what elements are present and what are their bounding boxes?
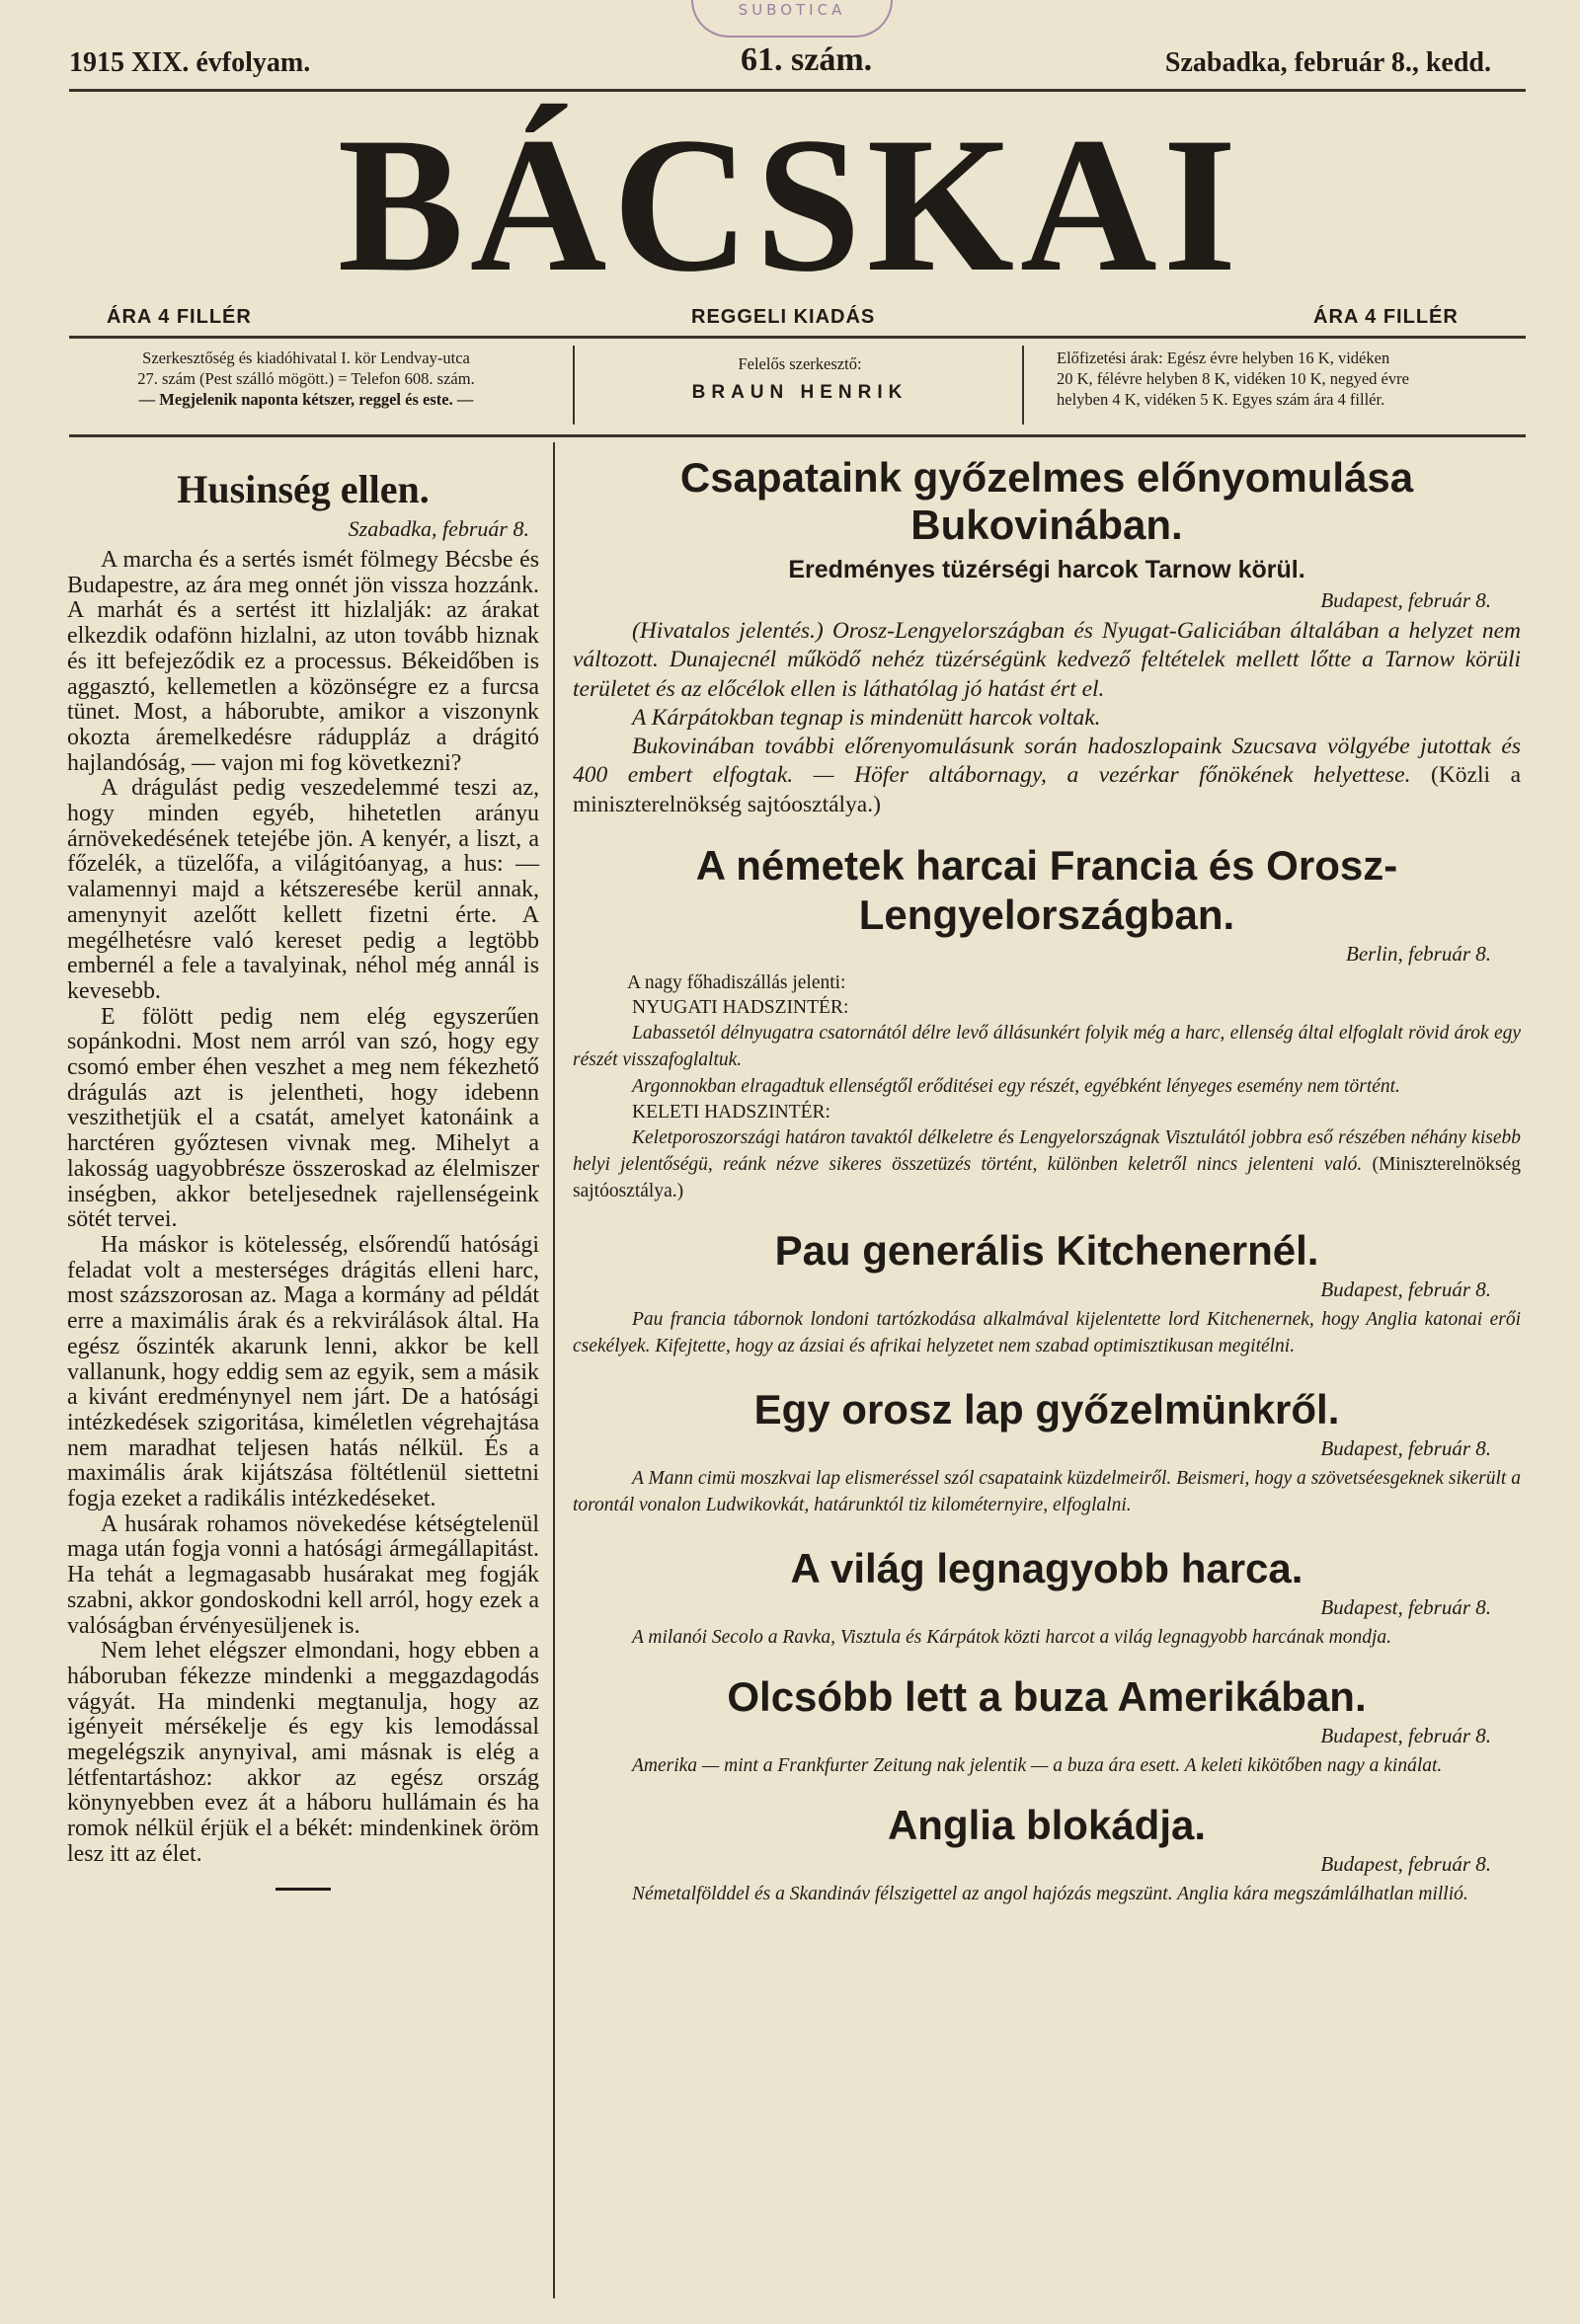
article-paragraph: A milanói Secolo a Ravka, Visztula és Kárpátok közti harcot a világ legnagyobb harcának mondja. <box>632 1627 1392 1649</box>
left-column <box>67 454 539 1891</box>
article-title: A világ legnagyobb harca. <box>790 1545 1304 1592</box>
article-dateline: Budapest, február 8. <box>1320 1852 1491 1877</box>
article-blockade <box>573 1801 1521 1907</box>
editor-info <box>592 348 1007 426</box>
newspaper-title: BÁCSKAI <box>337 99 1243 311</box>
article-paragraph: (Hivatalos jelentés.) Orosz-Lengyelországban és Nyugat-Galiciában általában a helyzet nem változott. Dunajecnél működő nehéz tüzérségünk kedvező feltételek mellett lőtte a Tarnow körüli területet és az előcélok ellen is láthatólag jó hatást ért el. <box>573 618 1521 702</box>
article-credit: (Miniszterelnökség sajtóosztálya.) <box>573 1154 1522 1202</box>
article-dateline: Budapest, február 8. <box>1320 1436 1491 1461</box>
issue-number: 61. szám. <box>741 41 873 78</box>
article-paragraph: A marcha és a sertés ismét fölmegy Bécsbe és Budapestre, az ára meg onnét jön vissza hozzánk. A marhát és a sertést itt hizlalják: az árakat elkezdik odafönn hizlalni, az uton tovább hiznak és itt befejeződik ez a processus. Békeidőben is aggasztó, kellemetlen a közönségre ez a furcsa tünet. Most, a háborubte, amikor a viszonynk okozta áremelkedésre ráduppláz a drágitó hajlandóság, — vajon mi fog következni? <box>67 547 539 776</box>
column-divider <box>553 442 555 2298</box>
right-column <box>573 454 1521 1907</box>
top-info-line <box>69 41 1511 87</box>
article-paragraph: A Mann cimü moszkvai lap elismeréssel szól csapataink küzdelmeiről. Beismeri, hogy a szövetséesgeknek sikerült a torontál vonalon Ludwikovkát, határunktól tiz kilométernyire, elfoglalni. <box>573 1468 1521 1516</box>
article-wheat-america <box>573 1672 1521 1779</box>
year-volume: 1915 XIX. évfolyam. <box>69 47 311 78</box>
article-bukovina <box>573 454 1521 819</box>
article-title-line2: Lengyelországban. <box>858 891 1235 939</box>
article-paragraph <box>573 733 1521 819</box>
office-line: 27. szám (Pest szálló mögött.) = Telefon 608. szám. <box>137 369 475 388</box>
front-label: NYUGATI HADSZINTÉR: <box>632 997 849 1019</box>
header-rule <box>69 336 1526 339</box>
article-dateline: Berlin, február 8. <box>1346 942 1491 967</box>
article-paragraph: Argonnokban elragadtuk ellenségtől erőditései egy részét, egyébként lényeges esemény nem történt. <box>632 1076 1400 1098</box>
price-right: ÁRA 4 FILLÉR <box>1313 306 1459 328</box>
article-paragraph: A husárak rohamos növekedése kétségtelenül maga után fogja vonni a hatósági ármegállapitást. Ha tehát a legmagasabb husárakat meg fogják szabni, akkor gondoskodni kell arról, hogy ezek a valóságban érvényesüljenek is. <box>67 1511 539 1639</box>
info-divider <box>573 346 575 425</box>
top-rule <box>69 89 1526 92</box>
article-biggest-battle <box>573 1544 1521 1651</box>
article-paragraph: Ha máskor is kötelesség, elsőrendű hatósági feladat volt a mesterséges drágitás elleni harc, most százszorosan az. Maga a kormány ad példát erre a maximális árak és a rekvirálások által. Ha egész őszinték akarunk lenni, akkor be kell vallanunk, hogy eddig sem az egyik, sem a másik a kivánt eredménynyel nem járt. De a hatósági intézkedések szigoritása, kiméletlen végrehajtása nem maradhat teljesen hatás nélkül. És a maximális árak kijátszása föltétlenül siettetni fogja ezeket a radikális intézkedéseket. <box>67 1231 539 1512</box>
article-title: Egy orosz lap győzelmünkről. <box>753 1386 1340 1433</box>
office-line: Szerkesztőség és kiadóhivatal I. kör Lendvay-utca <box>142 349 470 367</box>
article-german-fronts <box>573 841 1521 1204</box>
article-paragraph: A drágulást pedig veszedelemmé teszi az, hogy minden egyéb, hihetetlen arányu árnövekedésének tetejébe jön. A kenyér, a liszt, a főzelék, a tüzelőfa, a világitóanyag, a hus: — valamennyi majd a kétszeresébe kerül annak, amenynyit azelőtt kellett fizetni érte. A megélhetésre való kereset pedig a legtöbb embernél a fele a tavalyinak, néhol még annál is kevesebb. <box>67 775 539 1004</box>
article-dateline: Budapest, február 8. <box>1320 1595 1491 1620</box>
paragraph-text: Bukovinában további előrenyomulásunk során hadoszlopaink Szucsava völgyébe jutottak és 400 embert elfogtak. — Höfer altábornagy, a vezérkar főnökének helyettese. <box>573 734 1521 789</box>
office-info <box>69 348 543 426</box>
article-title: Pau generális Kitchenernél. <box>774 1227 1319 1275</box>
article-title: Anglia blokádja. <box>887 1802 1207 1849</box>
info-divider-2 <box>1022 346 1024 425</box>
left-article-title: Husinség ellen. <box>177 467 430 511</box>
article-paragraph <box>573 1124 1521 1204</box>
article-dateline: Budapest, február 8. <box>1320 1278 1491 1302</box>
article-intro: A nagy főhadiszállás jelenti: <box>627 972 846 994</box>
article-dateline: Budapest, február 8. <box>1320 588 1491 612</box>
article-title: Csapataink győzelmes előnyomulása <box>679 454 1414 501</box>
article-paragraph: A Kárpátokban tegnap is mindenütt harcok voltak. <box>632 704 1101 731</box>
article-credit: (Közli a miniszterelnökség sajtóosztálya.) <box>573 762 1521 817</box>
article-title: A németek harcai Francia és Orosz- <box>695 842 1398 890</box>
article-title: Olcsóbb lett a buza Amerikában. <box>727 1673 1367 1721</box>
office-line: — Megjelenik naponta kétszer, reggel és este. — <box>138 390 474 409</box>
article-dateline: Budapest, február 8. <box>1320 1724 1491 1748</box>
article-paragraph: Amerika — mint a Frankfurter Zeitung nak jelentik — a buza ára esett. A keleti kikötőben nagy a kinálat. <box>632 1755 1443 1777</box>
paragraph-text: Keletporoszországi határon tavaktól délkeletre és Lengyelországnak Visztulától jobbra eső részében néhány kisebb helyi jelentőségü, reánk nézve sikeres összetüzés történt, különben keletről nincs jelenteni való. <box>573 1127 1521 1176</box>
article-pau <box>573 1226 1521 1359</box>
edition-label: REGGELI KIADÁS <box>691 306 876 328</box>
info-rule <box>69 434 1526 437</box>
article-title-line2: Bukovinában. <box>910 502 1183 548</box>
front-label: KELETI HADSZINTÉR: <box>632 1102 830 1123</box>
article-paragraph: Pau francia tábornok londoni tartózkodása alkalmával kijelentette lord Kitchenernek, hogy Anglia katonai erői csekélyek. Kifejtette, hogy az ázsiai és afrikai helyzetet nem szabad optimisztikusan megitélni. <box>573 1309 1521 1357</box>
masthead <box>89 99 1491 311</box>
price-left: ÁRA 4 FILLÉR <box>107 306 252 328</box>
subscription-line: helyben 4 K, vidéken 5 K. Egyes szám ára 4 fillér. <box>1057 390 1385 409</box>
article-subtitle: Eredményes tüzérségi harcok Tarnow körül. <box>788 556 1305 583</box>
subscription-line: Előfizetési árak: Egész évre helyben 16 K, vidéken <box>1057 349 1390 367</box>
left-article-body <box>67 548 539 1868</box>
left-article-dateline: Szabadka, február 8. <box>348 516 529 541</box>
article-paragraph: Labassetól délnyugatra csatornától délre levő állásunkért folyik még a harc, ellenség által elfoglalt rövid árok egy részét visszafoglaltuk. <box>573 1023 1521 1071</box>
end-rule <box>276 1888 331 1891</box>
library-stamp <box>691 0 893 38</box>
editor-name: BRAUN HENRIK <box>691 382 908 403</box>
article-paragraph: Nem lehet elégszer elmondani, hogy ebben a háboruban fékezze mindenki a meggazdagodás vágyát. Ha mindenki megtanulja, hogy az igényeit mérsékelje és egy kis lemodással megelégszik anynyival, ami másnak is elég a létfentartáshoz: akkor az egész ország könynyebben evez át a háboru hullámain és ha romok nélkül érjük el a békét: mindenkinek öröm lesz itt az élet. <box>67 1638 539 1867</box>
subscription-line: 20 K, félévre helyben 8 K, vidéken 10 K, negyed évre <box>1057 369 1409 388</box>
place-date: Szabadka, február 8., kedd. <box>1164 47 1491 78</box>
stamp-text: SUBOTICA <box>738 1 846 19</box>
subscription-info <box>1057 348 1531 426</box>
article-russian-paper <box>573 1385 1521 1518</box>
article-paragraph: Németalfölddel és a Skandináv félszigettel az angol hajózás megszünt. Anglia kára megszámlálhatlan millió. <box>632 1884 1468 1905</box>
editor-label: Felelős szerkesztő: <box>738 354 862 373</box>
article-paragraph: E fölött pedig nem elég egyszerűen sopánkodni. Most nem arról van szó, hogy egy csomó ember éhen veszhet a meg nem fékezhető drágulás azt is jelentheti, hogy idebenn veszithetjük el a csatát, amelyet katonáink a harctéren győztesen vivnak meg. Mihelyt a lakosság uagyobbrésze összeroskad az élelmiszer inségben, akkor beteljesednek rajellenségeink sötét tervei. <box>67 1003 539 1233</box>
